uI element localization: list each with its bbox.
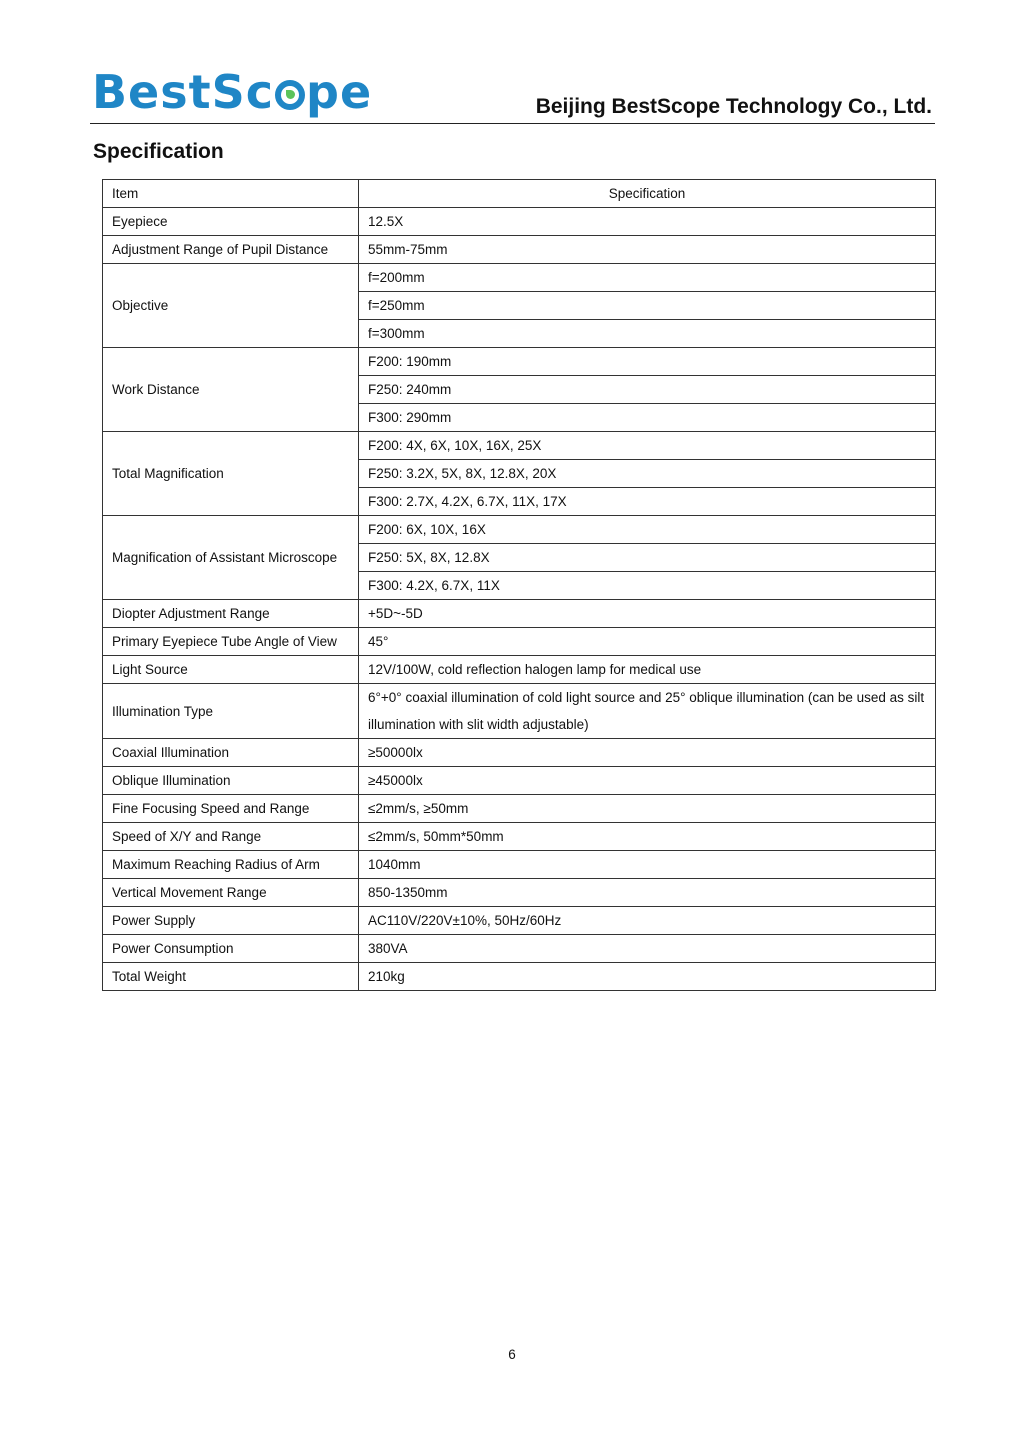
spec-value-cell: 12.5X bbox=[359, 208, 936, 236]
spec-item-cell: Primary Eyepiece Tube Angle of View bbox=[103, 628, 359, 656]
spec-value-cell: f=300mm bbox=[359, 320, 936, 348]
spec-value-cell: f=250mm bbox=[359, 292, 936, 320]
logo-eye-icon bbox=[275, 80, 305, 110]
company-name: Beijing BestScope Technology Co., Ltd. bbox=[535, 95, 932, 118]
spec-value-cell: 380VA bbox=[359, 935, 936, 963]
spec-value-cell: 210kg bbox=[359, 963, 936, 991]
spec-item-cell: Illumination Type bbox=[103, 684, 359, 739]
spec-value-cell: F300: 290mm bbox=[359, 404, 936, 432]
spec-value-cell: ≥50000lx bbox=[359, 739, 936, 767]
spec-value-cell: F200: 4X, 6X, 10X, 16X, 25X bbox=[359, 432, 936, 460]
spec-value-cell: 1040mm bbox=[359, 851, 936, 879]
spec-value-cell: F300: 4.2X, 6.7X, 11X bbox=[359, 572, 936, 600]
table-row bbox=[103, 851, 936, 879]
spec-value-cell: 6°+0° coaxial illumination of cold light source and 25° oblique illumination (can be used as silt illumination with slit width adjustable) bbox=[359, 684, 936, 739]
spec-item-cell: Vertical Movement Range bbox=[103, 879, 359, 907]
spec-item-cell: Power Supply bbox=[103, 907, 359, 935]
spec-item-cell: Light Source bbox=[103, 656, 359, 684]
table-row bbox=[103, 516, 936, 544]
spec-value-cell: F250: 240mm bbox=[359, 376, 936, 404]
spec-value-cell: +5D~-5D bbox=[359, 600, 936, 628]
table-row bbox=[103, 823, 936, 851]
spec-value-cell: 55mm-75mm bbox=[359, 236, 936, 264]
spec-value-cell: ≥45000lx bbox=[359, 767, 936, 795]
table-row bbox=[103, 907, 936, 935]
spec-value-cell: F250: 3.2X, 5X, 8X, 12.8X, 20X bbox=[359, 460, 936, 488]
table-row bbox=[103, 236, 936, 264]
spec-item-cell: Power Consumption bbox=[103, 935, 359, 963]
table-header-row bbox=[103, 180, 936, 208]
spec-item-cell: Diopter Adjustment Range bbox=[103, 600, 359, 628]
spec-value-cell: 850-1350mm bbox=[359, 879, 936, 907]
spec-value-cell: 12V/100W, cold reflection halogen lamp for medical use bbox=[359, 656, 936, 684]
logo-text-end: pe bbox=[306, 65, 373, 119]
table-row bbox=[103, 935, 936, 963]
spec-value-cell: F300: 2.7X, 4.2X, 6.7X, 11X, 17X bbox=[359, 488, 936, 516]
spec-value-cell: f=200mm bbox=[359, 264, 936, 292]
logo-text-start: BestSc bbox=[92, 65, 275, 119]
spec-value-cell: 45° bbox=[359, 628, 936, 656]
table-row bbox=[103, 628, 936, 656]
specification-table bbox=[102, 179, 936, 991]
table-row bbox=[103, 767, 936, 795]
table-row bbox=[103, 684, 936, 739]
table-row bbox=[103, 795, 936, 823]
spec-item-cell: Work Distance bbox=[103, 348, 359, 432]
spec-value-cell: F250: 5X, 8X, 12.8X bbox=[359, 544, 936, 572]
spec-item-cell: Speed of X/Y and Range bbox=[103, 823, 359, 851]
table-row bbox=[103, 264, 936, 292]
column-header-specification: Specification bbox=[359, 180, 936, 208]
column-header-item: Item bbox=[103, 180, 359, 208]
spec-item-cell: Oblique Illumination bbox=[103, 767, 359, 795]
spec-item-cell: Maximum Reaching Radius of Arm bbox=[103, 851, 359, 879]
spec-value-cell: AC110V/220V±10%, 50Hz/60Hz bbox=[359, 907, 936, 935]
spec-item-cell: Total Weight bbox=[103, 963, 359, 991]
table-row bbox=[103, 739, 936, 767]
table-row bbox=[103, 879, 936, 907]
spec-item-cell: Magnification of Assistant Microscope bbox=[103, 516, 359, 600]
table-row bbox=[103, 348, 936, 376]
spec-item-cell: Objective bbox=[103, 264, 359, 348]
table-row bbox=[103, 656, 936, 684]
table-row bbox=[103, 432, 936, 460]
spec-item-cell: Fine Focusing Speed and Range bbox=[103, 795, 359, 823]
table-row bbox=[103, 600, 936, 628]
spec-value-cell: ≤2mm/s, ≥50mm bbox=[359, 795, 936, 823]
table-row bbox=[103, 963, 936, 991]
page-number: 6 bbox=[508, 1347, 516, 1362]
spec-item-cell: Coaxial Illumination bbox=[103, 739, 359, 767]
bestscope-logo bbox=[92, 62, 372, 122]
header-divider bbox=[90, 123, 935, 124]
section-title: Specification bbox=[93, 140, 224, 163]
table-row bbox=[103, 208, 936, 236]
spec-value-cell: ≤2mm/s, 50mm*50mm bbox=[359, 823, 936, 851]
spec-item-cell: Total Magnification bbox=[103, 432, 359, 516]
spec-value-cell: F200: 190mm bbox=[359, 348, 936, 376]
spec-item-cell: Adjustment Range of Pupil Distance bbox=[103, 236, 359, 264]
spec-item-cell: Eyepiece bbox=[103, 208, 359, 236]
spec-value-cell: F200: 6X, 10X, 16X bbox=[359, 516, 936, 544]
